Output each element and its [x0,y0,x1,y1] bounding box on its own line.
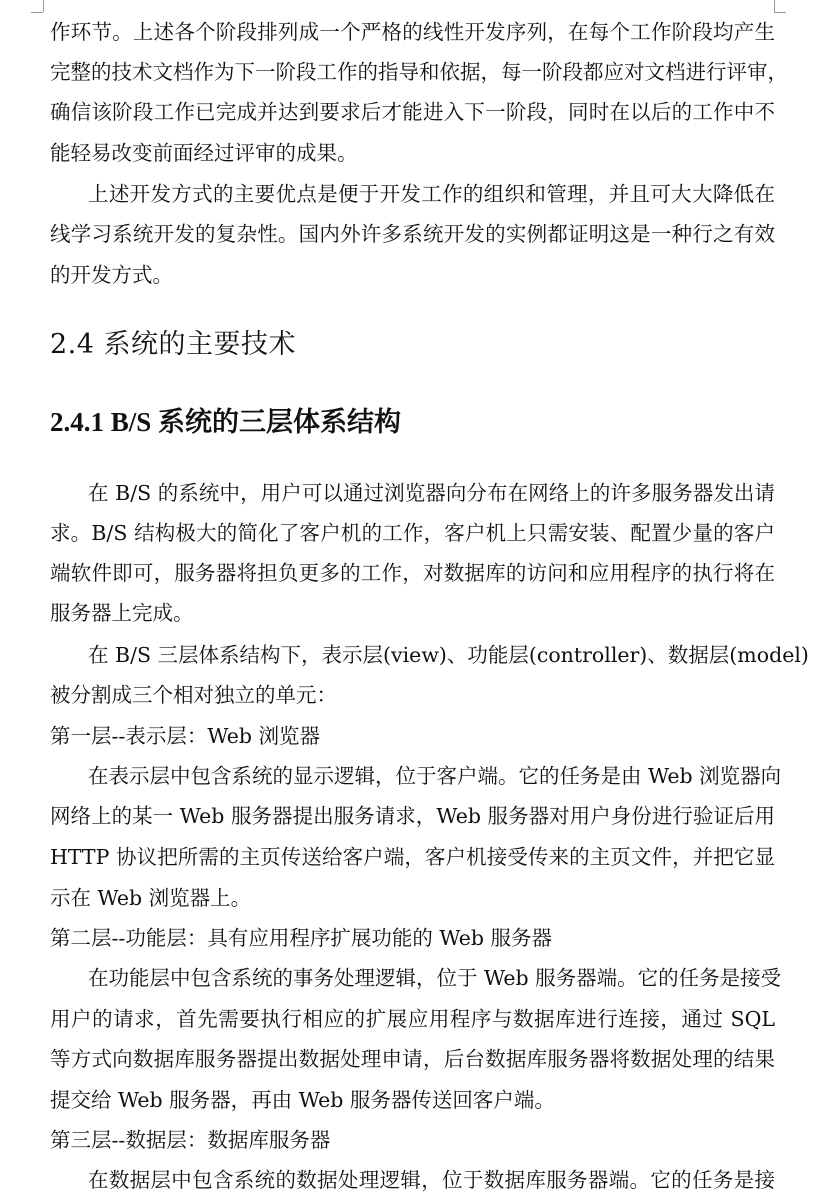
paragraph-line: 在 B/S 三层体系结构下，表示层(view)、功能层(controller)、数据层(model) [88,643,809,667]
paragraph-line: HTTP 协议把所需的主页传送给客户端，客户机接受传来的主页文件，并把它显 [50,845,775,869]
paragraph-line: 在 B/S 的系统中，用户可以通过浏览器向分布在网络上的许多服务器发出请 [88,481,775,505]
paragraph-line: 被分割成三个相对独立的单元： [50,683,337,707]
layer-title: 第一层--表示层：Web 浏览器 [50,724,321,748]
paragraph-line: 在表示层中包含系统的显示逻辑，位于客户端。它的任务是由 Web 浏览器向 [88,764,782,788]
layer-title: 第三层--数据层：数据库服务器 [50,1128,331,1152]
crop-mark-top-left-horizontal [31,12,43,13]
paragraph-line: 上述开发方式的主要优点是便于开发工作的组织和管理，并且可大大降低在 [88,182,775,206]
subsection-heading: 2.4.1 B/S 系统的三层体系结构 [50,407,402,437]
crop-mark-top-right-horizontal [774,12,786,13]
paragraph-line: 线学习系统开发的复杂性。国内外许多系统开发的实例都证明这是一种行之有效 [50,222,775,246]
paragraph-line: 等方式向数据库服务器提出数据处理申请，后台数据库服务器将数据处理的结果 [50,1047,775,1071]
paragraph-line: 提交给 Web 服务器，再由 Web 服务器传送回客户端。 [50,1088,555,1112]
layer-title: 第二层--功能层：具有应用程序扩展功能的 Web 服务器 [50,926,553,950]
paragraph-line: 作环节。上述各个阶段排列成一个严格的线性开发序列，在每个工作阶段均产生 [50,20,775,44]
paragraph-line: 能轻易改变前面经过评审的成果。 [50,141,358,165]
paragraph-line: 确信该阶段工作已完成并达到要求后才能进入下一阶段，同时在以后的工作中不 [50,100,775,124]
section-heading: 2.4 系统的主要技术 [50,329,297,360]
paragraph-line: 示在 Web 浏览器上。 [50,886,252,910]
paragraph-line: 网络上的某一 Web 服务器提出服务请求，Web 服务器对用户身份进行验证后用 [50,804,775,828]
paragraph-line: 在数据层中包含系统的数据处理逻辑，位于数据库服务器端。它的任务是接 [88,1168,775,1192]
paragraph-line: 在功能层中包含系统的事务处理逻辑，位于 Web 服务器端。它的任务是接受 [88,966,782,990]
paragraph-line: 服务器上完成。 [50,601,194,625]
paragraph-line: 端软件即可，服务器将担负更多的工作，对数据库的访问和应用程序的执行将在 [50,561,775,585]
crop-mark-top-right [774,0,775,12]
paragraph-line: 完整的技术文档作为下一阶段工作的指导和依据，每一阶段都应对文档进行评审， [50,60,788,84]
crop-mark-top-left [43,0,44,12]
paragraph-line: 的开发方式。 [50,263,173,287]
paragraph-line: 用户的请求，首先需要执行相应的扩展应用程序与数据库进行连接，通过 SQL [50,1007,775,1031]
paragraph-line: 求。B/S 结构极大的简化了客户机的工作，客户机上只需安装、配置少量的客户 [50,521,775,545]
